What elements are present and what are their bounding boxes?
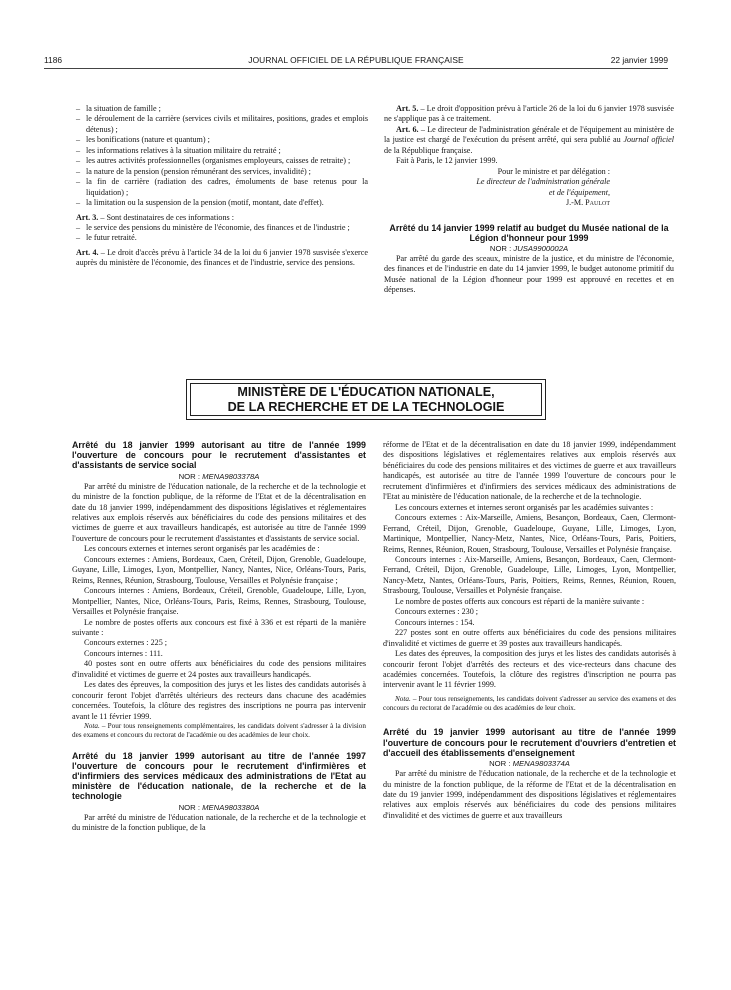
section-title-infirmieres: Arrêté du 18 janvier 1999 autorisant au titre de l'année 1997 l'ouverture de concours pour le recrutement d'infirmières et d'infirmiers des services médicaux des administrations de l'Etat au ministère de l'éducation nationale, de la recherche et de la technologie <box>72 750 366 802</box>
list-item: – la nature de la pension (pension rémunérant des services, invalidité) ; <box>76 166 311 176</box>
list-item: – la limitation ou la suspension de la pension (motif, montant, date d'effet). <box>76 198 324 208</box>
recipients-list <box>76 223 368 244</box>
paragraph: Concours internes : Amiens, Bordeaux, Créteil, Grenoble, Guadeloupe, Lille, Lyon, Montpellier, Nantes, Nice, Orléans-Tours, Paris, Reims, Rennes, Strasbourg, Toulouse, Versailles et Polynésie française. <box>72 586 366 617</box>
section-title-ouvriers: Arrêté du 19 janvier 1999 autorisant au titre de l'année 1999 l'ouverture de concours pour le recrutement d'ouvriers d'entretien et d'accueil des établissements d'enseignement <box>383 727 676 758</box>
paragraph: Concours externes : Aix-Marseille, Amiens, Besançon, Bordeaux, Caen, Clermont-Ferrand, Créteil, Dijon, Grenoble, Guadeloupe, Guyane, Lille, Limoges, Lyon, Martinique, Montpellier, Nancy-Metz, Nantes, Nice, Orléans-Tours, Paris, Poitiers, Reims, Rennes, Réunion, Rouen, Strasbourg, Toulouse, Versailles et Polynésie française. <box>383 513 676 554</box>
column-top-left <box>76 104 368 269</box>
section-title-musee-legion: Arrêté du 14 janvier 1999 relatif au budget du Musée national de la Légion d'honneur pour 1999 <box>389 222 669 243</box>
paragraph: Par arrêté du ministre de l'éducation nationale, de la recherche et de la technologie et du ministre de la fonction publique, de la réforme de l'Etat et de la décentralisation en date du 18 janvier 1999, indépendamment des dispositions législatives et réglementaires relatives aux emplois réservés aux bénéficiaires du code des pensions militaires et des victimes de guerre et aux travailleurs handicapés, est autorisée au titre de l'année 1999 l'ouverture de concours pour le recrutement d'assistantes et d'assistants de service social. <box>72 481 366 543</box>
nota: Nota. – Pour tous renseignements, les candidats doivent s'adresser au service des examens et des concours du rectorat de l'académie ou des académies de leur choix. <box>383 694 676 713</box>
paragraph: Concours externes : Amiens, Bordeaux, Caen, Créteil, Dijon, Grenoble, Guadeloupe, Guyane, Lille, Limoges, Lyon, Montpellier, Nancy, Nantes, Nice, Orléans-Tours, Paris, Reims, Rennes, Réunion, Strasbourg, Toulouse, Versailles et Polynésie française ; <box>72 554 366 585</box>
list-item: – le service des pensions du ministère de l'économie, des finances et de l'industrie ; <box>76 222 350 232</box>
paragraph: Les dates des épreuves, la composition des jurys et les listes des candidats autorisés à concourir feront l'objet d'arrêtés des recteurs et des vice-recteurs dans chacune des académies concernées. Toutefois, la clôture des registres d'inscription ne pourra pas intervenir avant le 11 février 1999. <box>383 649 676 690</box>
page-header <box>44 53 668 68</box>
header-rule <box>44 68 668 69</box>
signatory-name: J.-M. Paulot <box>565 198 610 208</box>
paragraph: 227 postes sont en outre offerts aux bénéficiaires du code des pensions militaires d'invalidité et victimes de guerre et 39 postes aux travailleurs handicapés. <box>383 628 676 648</box>
journal-title: JOURNAL OFFICIEL DE LA RÉPUBLIQUE FRANÇAISE <box>248 55 464 65</box>
signature-block: Pour le ministre et par délégation : Le directeur de l'administration générale et de l'équipement, J.-M. Paulot <box>384 167 674 209</box>
list-item: – les autres activités professionnelles (organismes employeurs, caisses de retraite) ; <box>76 156 351 166</box>
article-3: Art. 3. – Sont destinataires de ces informations : <box>76 212 234 222</box>
list-item: – la situation de famille ; <box>76 104 161 113</box>
banner-line-1: MINISTÈRE DE L'ÉDUCATION NATIONALE, <box>237 385 495 399</box>
column-bottom-left <box>72 440 366 834</box>
column-top-right <box>384 104 674 296</box>
issue-date: 22 janvier 1999 <box>610 55 668 65</box>
article-4: Art. 4. – Le droit d'accès prévu à l'article 34 de la loi du 6 janvier 1978 susvisée s'exerce auprès du ministère de l'économie, des finances et de l'industrie, service des pensions. <box>76 247 368 268</box>
paragraph: Le nombre de postes offerts aux concours est fixé à 336 et est réparti de la manière suivante : <box>72 617 366 637</box>
page-number: 1186 <box>44 55 63 65</box>
column-bottom-right <box>383 440 676 821</box>
nor-reference: NOR : MENA9803380A <box>178 802 260 812</box>
done-at: Fait à Paris, le 12 janvier 1999. <box>396 156 498 166</box>
article-5: Art. 5. – Le droit d'opposition prévu à l'article 26 de la loi du 6 janvier 1978 susvisée ne s'applique pas à ce traitement. <box>384 104 674 124</box>
list-item: – les informations relatives à la situation militaire du retraité ; <box>76 145 281 155</box>
article-6: Art. 6. – Le directeur de l'administration générale et de l'équipement au ministère de la justice est chargé de l'exécution du présent arrêté, qui sera publié au Journal officiel de la République française. <box>384 124 674 155</box>
paragraph: Concours externes : 230 ; <box>395 607 479 617</box>
banner-line-2: DE LA RECHERCHE ET DE LA TECHNOLOGIE <box>227 400 505 414</box>
list-item: – le déroulement de la carrière (services civils et militaires, positions, grades et emplois détenus) ; <box>76 114 368 134</box>
list-item: – les bonifications (nature et quantum) ; <box>76 135 210 145</box>
nota: Nota. – Pour tous renseignements complémentaires, les candidats doivent s'adresser à la division des examens et concours du rectorat de l'académie ou des académies de leur choix. <box>72 722 366 740</box>
list-item: – le futur retraité. <box>76 233 137 243</box>
nor-reference: NOR : JUSA9900002A <box>489 243 569 253</box>
paragraph: Les concours externes et internes seront organisés par les académies de : <box>84 544 320 554</box>
info-list <box>76 104 368 209</box>
ministry-banner <box>186 379 546 420</box>
paragraph: Par arrêté du ministre de l'éducation nationale, de la recherche et de la technologie et du ministre de la fonction publique, de la réforme de l'Etat et de la décentralisation en date du 19 janvier 1999, indépendamment des dispositions législatives et réglementaires relatives aux emplois réservés aux bénéficiaires du code des pensions militaires d'invalidité et des victimes de guerre et aux travailleurs <box>383 769 676 820</box>
paragraph: Les dates des épreuves, la composition des jurys et les listes des candidats autorisés à concourir feront l'objet d'arrêtés ultérieurs des recteurs dans chacune des académies concernées. Toutefois, la clôture des registres des inscriptions ne pourra pas intervenir avant le 11 février 1999. <box>72 680 366 721</box>
paragraph: Concours externes : 225 ; <box>84 638 168 648</box>
paragraph: réforme de l'Etat et de la décentralisation en date du 18 janvier 1999, indépendamment des dispositions législatives et réglementaires relatives aux emplois réservés aux bénéficiaires du code des pensions militaires et des victimes de guerre et aux travailleurs handicapés, est autorisée au titre de l'année 1999 l'ouverture de concours pour le recrutement d'infirmières et d'infirmiers des services médicaux des administrations de l'Etat au ministère de l'éducation nationale, de la recherche et de la technologie. <box>383 440 676 502</box>
paragraph: Concours internes : Aix-Marseille, Amiens, Besançon, Bordeaux, Caen, Clermont-Ferrand, Créteil, Dijon, Grenoble, Guadeloupe, Lille, Limoges, Lyon, Montpellier, Nancy-Metz, Nantes, Orléans-Tours, Paris, Poitiers, Reims, Rennes, Réunion, Rouen, Strasbourg, Toulouse, Versailles et Polynésie française. <box>383 554 676 596</box>
section-title-assistantes: Arrêté du 18 janvier 1999 autorisant au titre de l'année 1999 l'ouverture de concours pour le recrutement d'assistantes et d'assistants de service social <box>72 440 366 471</box>
paragraph: Concours internes : 154. <box>395 617 475 627</box>
paragraph: 40 postes sont en outre offerts aux bénéficiaires du code des pensions militaires d'invalidité et victimes de guerre et 24 postes aux travailleurs handicapés. <box>72 659 366 679</box>
paragraph: Par arrêté du ministre de l'éducation nationale, de la recherche et de la technologie et du ministre de la fonction publique, de la <box>72 812 366 833</box>
list-item: – la fin de carrière (radiation des cadres, émoluments de base retenus pour la liquidation) ; <box>76 177 368 197</box>
paragraph: Par arrêté du garde des sceaux, ministre de la justice, et du ministre de l'économie, des finances et de l'industrie en date du 14 janvier 1999, le budget autonome primitif du Musée national de la Légion d'honneur pour 1999 est approuvé en recettes et en dépenses. <box>384 253 674 295</box>
paragraph: Le nombre de postes offerts aux concours est réparti de la manière suivante : <box>395 596 645 606</box>
nor-reference: NOR : MENA9803374A <box>489 759 570 769</box>
paragraph: Concours internes : 111. <box>84 648 163 658</box>
nor-reference: NOR : MENA9803378A <box>178 471 260 481</box>
paragraph: Les concours externes et internes seront organisés par les académies suivantes : <box>395 502 654 512</box>
